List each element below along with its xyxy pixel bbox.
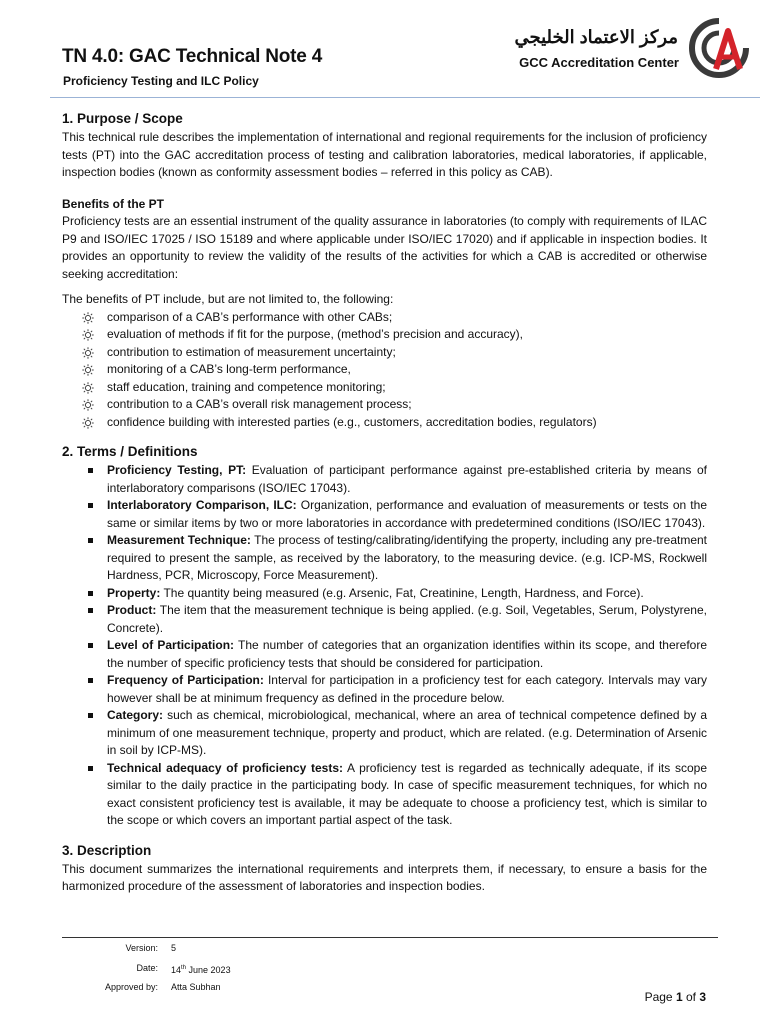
sun-bullet-icon: [82, 312, 94, 324]
page-number: Page 1 of 3: [644, 990, 706, 1004]
header-divider: [50, 97, 760, 98]
sun-bullet-icon: [82, 364, 94, 376]
date-value: 14th June 2023: [171, 964, 231, 975]
document-title: TN 4.0: GAC Technical Note 4: [62, 46, 323, 67]
definition-item: Level of Participation: The number of categories that an organization identifies within its scope, and therefore the number of specific proficiency tests that should be considered for participation.: [88, 637, 707, 672]
sun-bullet-icon: [82, 417, 94, 429]
definition-item: Product: The item that the measurement technique is being applied. (e.g. Soil, Vegetables, Serum, Polystyrene, Concrete).: [88, 602, 707, 637]
approved-value: Atta Subhan: [171, 982, 221, 992]
definition-item: Technical adequacy of proficiency tests: A proficiency test is regarded as technically adequate, if its scope similar to the daily practice in the participating body. In case of specific measurement techniques, for which no exact consistent proficiency test is available, it may be adequate to choose a proficiency test, which is similar to the scope or which covers an important partial aspect of the task.: [88, 760, 707, 830]
document-subtitle: Proficiency Testing and ILC Policy: [63, 74, 259, 88]
section-heading-purpose: 1. Purpose / Scope: [62, 111, 183, 126]
footer-meta-values: [171, 939, 231, 998]
sun-bullet-icon: [82, 329, 94, 341]
list-item: comparison of a CAB’s performance with other CABs;: [82, 309, 707, 327]
approved-label: Approved by:: [104, 982, 158, 992]
benefits-subheading: Benefits of the PT: [62, 196, 165, 211]
square-bullet-icon: [88, 468, 93, 473]
square-bullet-icon: [88, 713, 93, 718]
definition-item: Category: such as chemical, microbiological, mechanical, where an area of technical competence defined by a minimum of one measurement technique, property and product, which are related. (e.g. Determination of Arsenic in soil by ICP-MS).: [88, 707, 707, 760]
benefits-list-intro: The benefits of PT include, but are not limited to, the following:: [62, 292, 394, 306]
section-heading-description: 3. Description: [62, 842, 152, 858]
benefits-paragraph: Proficiency tests are an essential instrument of the quality assurance in laboratories (to comply with requirements of ILAC P9 and ISO/IEC 17025 / ISO 15189 and where applicable under ISO/IEC 17020) and if applicable in inspection bodies. It provides an opportunity to review the validity of the results of the activities for which a CAB is accredited or otherwise seeking accreditation:: [62, 214, 707, 281]
definition-item: Property: The quantity being measured (e.g. Arsenic, Fat, Creatinine, Length, Hardness, and Force).: [88, 585, 707, 603]
definition-item: Proficiency Testing, PT: Evaluation of participant performance against pre-established criteria by means of interlaboratory comparisons (ISO/IEC 17043).: [88, 462, 707, 497]
section-heading-terms: 2. Terms / Definitions: [62, 444, 198, 459]
footer-divider: [62, 937, 718, 938]
square-bullet-icon: [88, 643, 93, 648]
footer-meta-labels: [90, 939, 158, 998]
org-name-english: GCC Accreditation Center: [519, 55, 679, 70]
gac-logo-icon: [688, 17, 750, 79]
org-name-arabic: مركز الاعتماد الخليجي: [514, 27, 678, 47]
page-header: [0, 0, 768, 98]
definitions-list: [62, 462, 707, 830]
square-bullet-icon: [88, 766, 93, 771]
sun-bullet-icon: [82, 382, 94, 394]
definition-item: Measurement Technique: The process of testing/calibrating/identifying the property, including any pre-treatment required to present the sample, as received by the laboratory, to the measuring device. (e.g. ICP-MS, Rockwell Hardness, PCR, Microscopy, Force Measurement).: [88, 532, 707, 585]
purpose-paragraph: This technical rule describes the implementation of international and regional requirements for the inclusion of proficiency tests (PT) into the GAC accreditation process of testing and calibration laboratories, medical laboratories, if applicable, inspection bodies (known as conformity assessment bodies – referred in this policy as CAB).: [62, 130, 707, 179]
definition-item: Interlaboratory Comparison, ILC: Organization, performance and evaluation of measurements or tests on the same or similar items by two or more laboratories in accordance with predetermined conditions (ISO/IEC 17043).: [88, 497, 707, 532]
list-item: confidence building with interested parties (e.g., customers, accreditation bodies, regulators): [82, 414, 707, 432]
document-body: [62, 110, 707, 896]
definition-item: Frequency of Participation: Interval for participation in a proficiency test for each category. Intervals may vary however shall be at minimum frequency as defined in the procedure below.: [88, 672, 707, 707]
square-bullet-icon: [88, 608, 93, 613]
list-item: contribution to estimation of measurement uncertainty;: [82, 344, 707, 362]
list-item: staff education, training and competence monitoring;: [82, 379, 707, 397]
sun-bullet-icon: [82, 399, 94, 411]
square-bullet-icon: [88, 503, 93, 508]
list-item: contribution to a CAB’s overall risk management process;: [82, 396, 707, 414]
version-label: Version:: [125, 943, 158, 953]
version-value: 5: [171, 943, 177, 953]
description-paragraph: This document summarizes the international requirements and interprets them, if necessary, to ensure a basis for the harmonized procedure of the assessment of laboratories and inspection bodies.: [62, 861, 707, 893]
list-item: monitoring of a CAB’s long-term performance,: [82, 361, 707, 379]
square-bullet-icon: [88, 591, 93, 596]
square-bullet-icon: [88, 678, 93, 683]
square-bullet-icon: [88, 538, 93, 543]
sun-bullet-icon: [82, 347, 94, 359]
benefits-list: [62, 309, 707, 432]
date-label: Date:: [136, 962, 158, 973]
list-item: evaluation of methods if fit for the purpose, (method’s precision and accuracy),: [82, 326, 707, 344]
